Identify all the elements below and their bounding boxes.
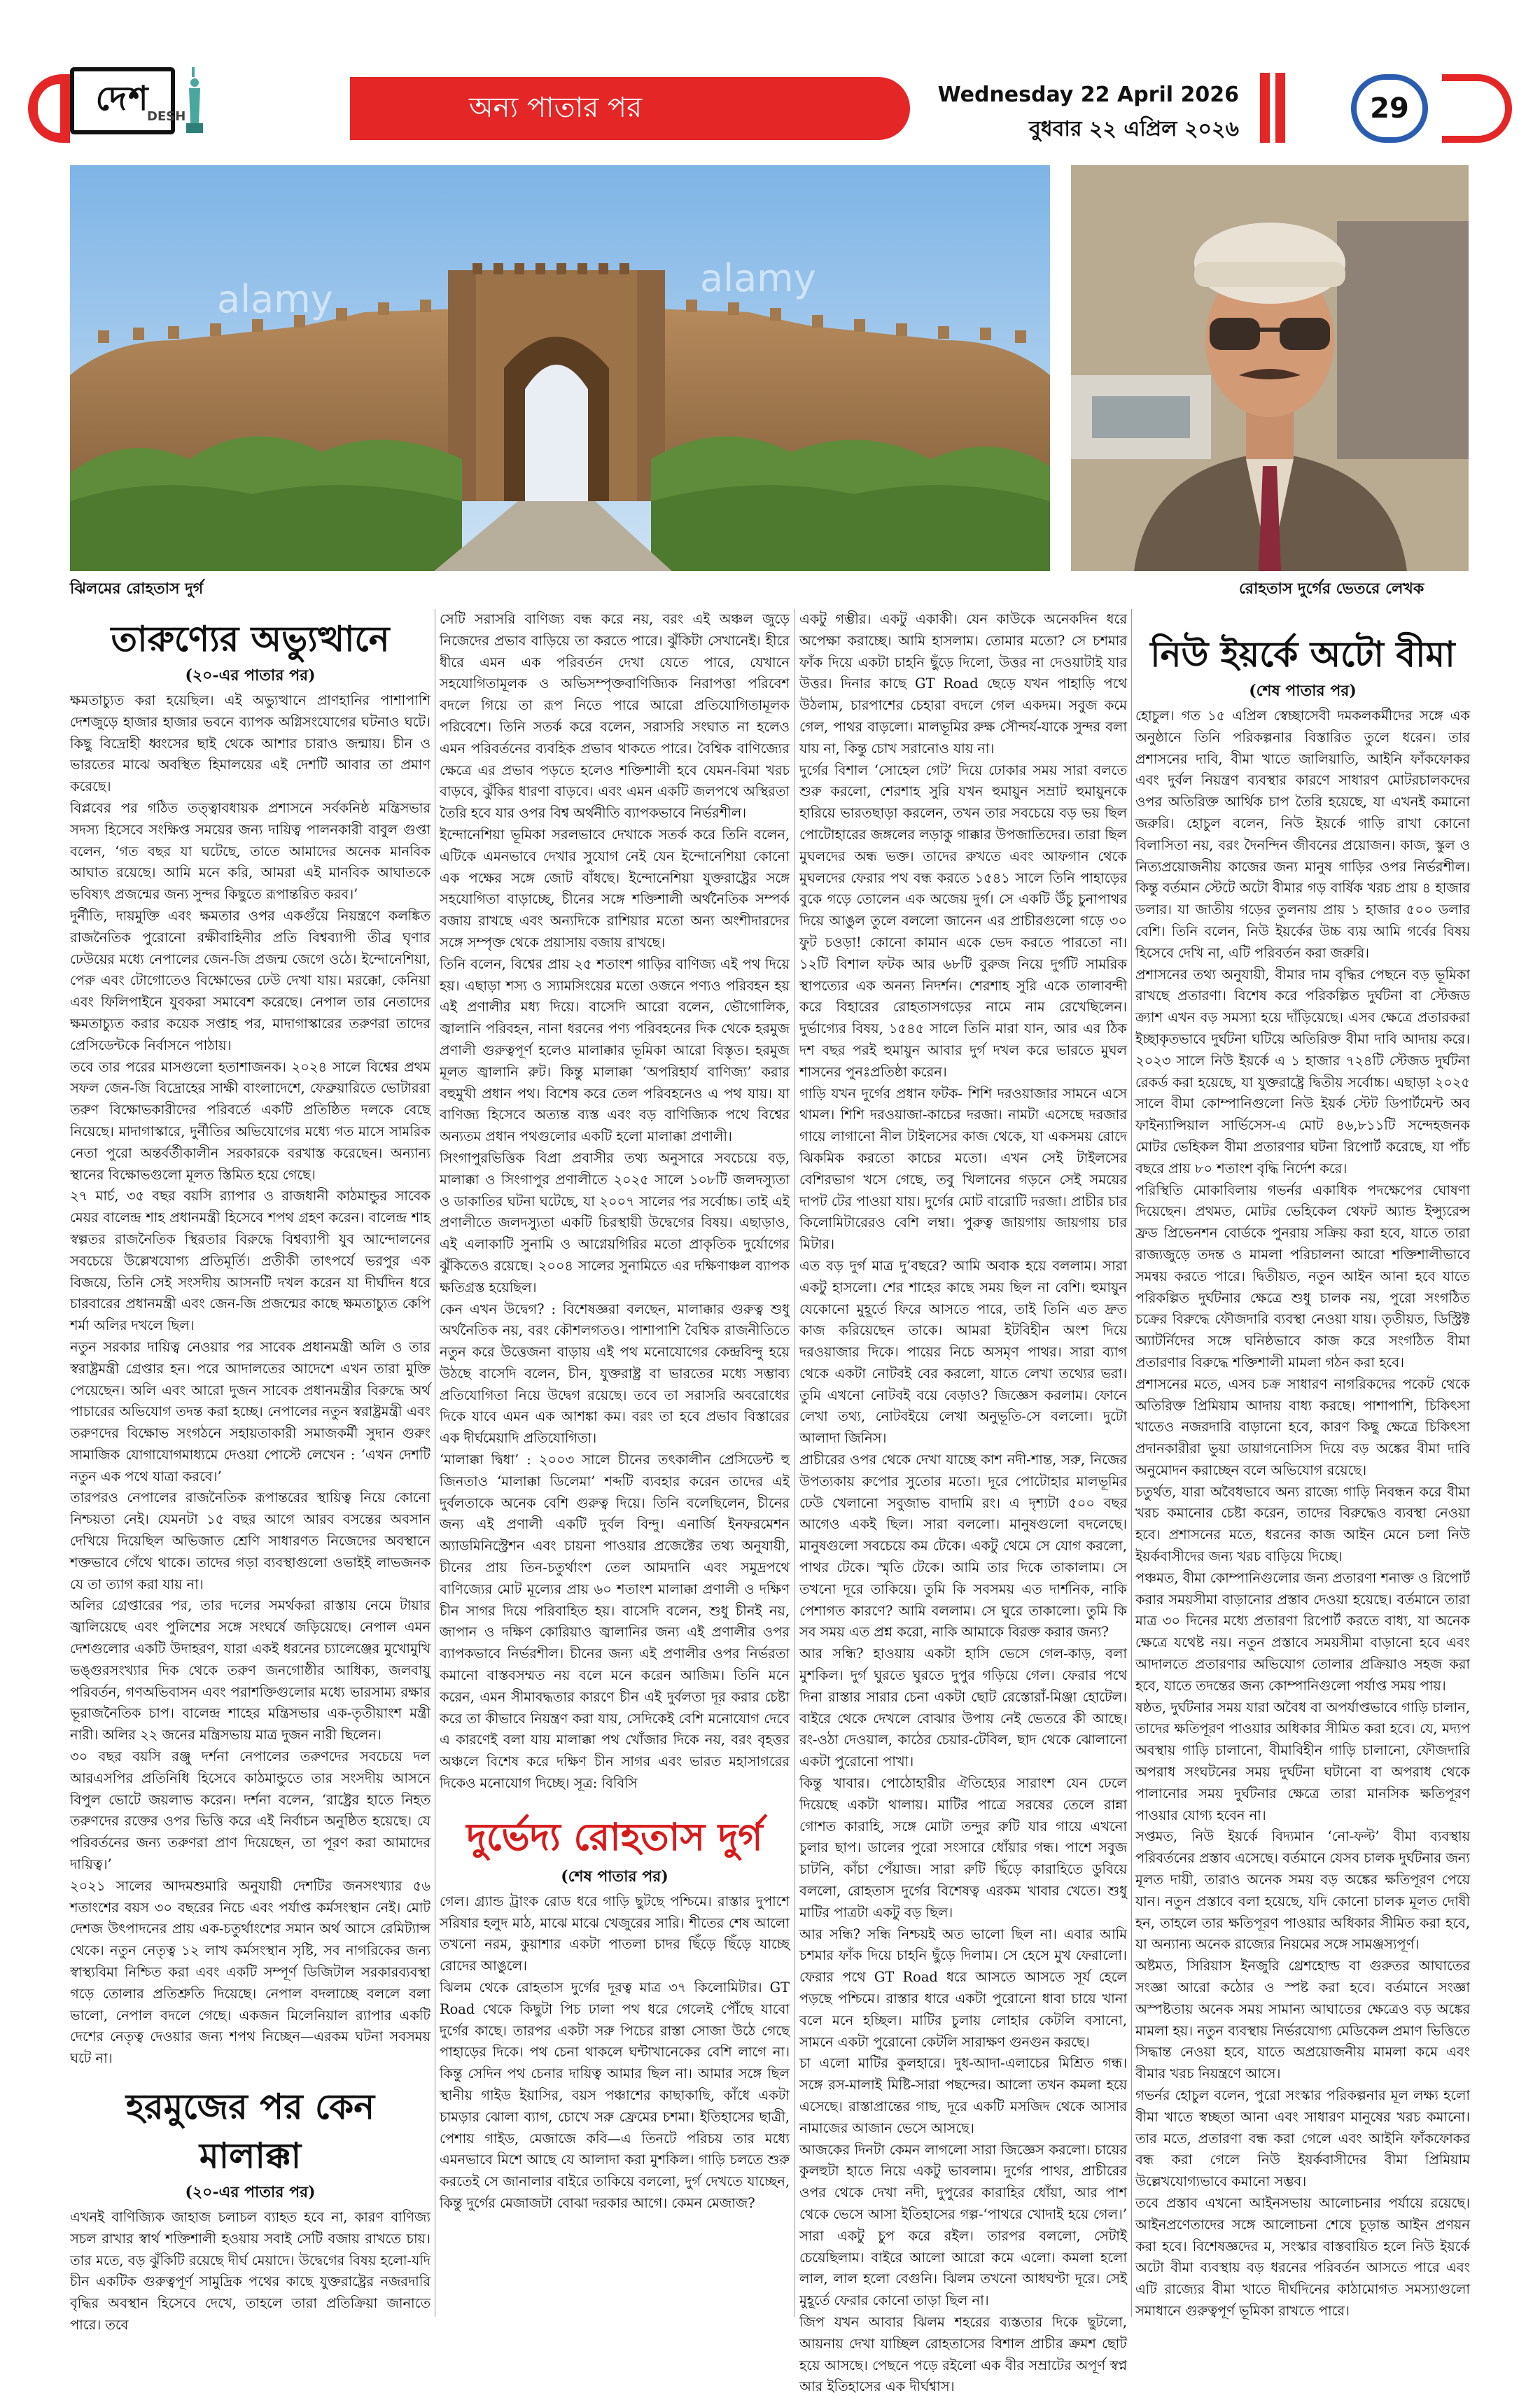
paragraph: ষষ্ঠত, দুর্ঘটনার সময় যারা অবৈধ বা অপর্যাপ্তভাবে গাড়ি চালান, তাদের ক্ষতিপূরণ পাওয়ার অধিকার সীমিত করা হবে। যে, মদ্যপ অবস্থায় গাড়ি চালানো, বীমাবিহীন গাড়ি চালানো, ফৌজদারি অপরাধ সংঘটনের সময় দুর্ঘটনা ঘটানো বা অপরাধ থেকে পালানোর সময় দুর্ঘটনার ক্ষেত্রে তারা মানসিক ক্ষতিপূরণ পাওয়ার যোগ্য হবেন না।: [1135, 1699, 1470, 1823]
fort-watermark-2: alamy: [700, 256, 816, 300]
paragraph: বিপ্লবের পর গঠিত তত্ত্বাবধায়ক প্রশাসনে সর্বকনিষ্ঠ মন্ত্রিসভার সদস্য হিসেবে সংক্ষিপ্ত সময়ের জন্য দায়িত্ব পালনকারী বাবুল গুপ্তা বলেন, ‘গত বছর যা ঘটেছে, তাতে আমাদের অনেক মানবিক আঘাত রয়েছে। আমি মনে করি, আমরা এই মানবিক আঘাতকে ভবিষ্যৎ প্রজন্মের জন্য সুন্দর কিছুতে রূপান্তরিত করব।’: [70, 799, 430, 903]
author-photo: [1071, 165, 1469, 571]
paragraph: গভর্নর হোচুল বলেন, পুরো সংস্কার পরিকল্পনার মূল লক্ষ্য হলো বীমা খাতে স্বচ্ছতা আনা এবং সাধারণ মানুষের খরচ কমানো। তার মতে, প্রতারণা বন্ধ করা গেলে এবং আইনি ফাঁকফোকর বন্ধ করা গেলে নিউ ইয়র্কবাসীদের বীমা প্রিমিয়াম উল্লেখযোগ্যভাবে কমানো সম্ভব।: [1135, 2087, 1470, 2190]
paragraph: আর সন্ধি? সন্ধি নিশ্চয়ই অত ভালো ছিল না। এবার আমি চশমার ফাঁক দিয়ে চাহনি ছুঁড়ে দিলাম। সে হেসে মুখ ফেরালো। ফেরার পথে GT Road ধরে আসতে আসতে সূর্য হেলে পড়ছে পশ্চিমে। রাস্তার ধারে একটা পুরোনো ধাবা চায়ে খানা বলে মনে হচ্ছিল। মাটির চুলায় লোহার কেটলি বসানো, সামনে একটা পুরোনো কেটলি সারাক্ষণ গুনগুন করছে।: [799, 1926, 1127, 2050]
article-headline-youth: তারুণ্যের অভ্যুত্থানে: [111, 618, 390, 659]
date-english: Wednesday 22 April 2026: [937, 83, 1239, 107]
paragraph: দুর্নীতি, দায়মুক্তি এবং ক্ষমতার ওপর একগুঁয়ে নিয়ন্ত্রণে কলঙ্কিত রাজনৈতিক পুরোনো রক্ষীবাহিনীর প্রতি বিশ্বব্যাপী তীব্র ঘৃণার ঢেউয়ের মধ্যে নেপালের জেন-জি প্রজন্ম জেগে ওঠে। ইন্দোনেশিয়া, পেরু এবং টোগোতেও বিক্ষোভের ঢেউ দেখা যায়। মরক্কো, কেনিয়া এবং ফিলিপাইনে যুবকরা সমাবেশ করেছে। নেপাল তার নেতাদের ক্ষমতাচ্যুত করার কয়েক সপ্তাহ পর, মাদাগাস্কারের তরুণরা তাদের প্রেসিডেন্টকে নির্বাসনে পাঠায়।: [70, 907, 430, 1053]
paragraph: অলির গ্রেপ্তারের পর, তার দলের সমর্থকরা রাস্তায় নেমে টায়ার জ্বালিয়েছে এবং পুলিশের সঙ্গে সংঘর্ষে জড়িয়েছে। নেপাল এমন দেশগুলোর একটি উদাহরণ, যারা একই ধরনের চ্যালেঞ্জের মুখোমুখি ভঙ্গুরসংখ্যার দিক থেকে তরুণ জনগোষ্ঠীর আধিক্য, জলবায়ু পরিবর্তন, গণঅভিবাসন এবং পরাশক্তিগুলোর মধ্যে ভারসাম্য রক্ষার ভূরাজনৈতিক চাপ। বালেন্দ্র শাহের মন্ত্রিসভার এক-তৃতীয়াংশ মন্ত্রী নারী। অলির ২২ জনের মন্ত্রিসভায় মাত্র দুজন নারী ছিলেন।: [70, 1597, 430, 1744]
masthead: [0, 0, 1540, 147]
left-decoration: [28, 74, 70, 143]
statue-of-liberty-icon: [182, 67, 207, 134]
paragraph: ক্ষমতাচ্যুত করা হয়েছিল। এই অভ্যুত্থানে প্রাণহানির পাশাপাশি দেশজুড়ে হাজার হাজার ভবনে ব্যাপক অগ্নিসংযোগের ঘটনাও ঘটে। কিছু বিদ্রোহী ধ্বংসের ছাই থেকে আশার চারাও জন্মায়। চীন ও ভারতের মাঝে অবস্থিত হিমালয়ের এই দেশটি আবার তা প্রমাণ করেছে।: [70, 692, 430, 795]
paragraph: একটু গম্ভীর। একটু একাকী। যেন কাউকে অনেকদিন ধরে অপেক্ষা করাচ্ছে। আমি হাসলাম। তোমার মতো? সে চশমার ফাঁক দিয়ে একটা চাহনি ছুঁড়ে দিলো, উত্তর না দেওয়াটাই যার উত্তর। দিনার কাছে GT Road ছেড়ে যখন পাহাড়ি পথে উঠলাম, চারপাশের চেহারা বদলে গেল একদম। সবুজ কমে গেল, পাথর বাড়লো। মালভূমির রুক্ষ সৌন্দর্য-যাকে সুন্দর বলা যায় না, কিন্তু চোখ সরানোও যায় না।: [799, 611, 1127, 757]
newspaper-logo: [70, 67, 210, 137]
paragraph: আর সন্ধি? হাওয়ায় একটা হাসি ভেসে গেল-কাড়, বলা মুশকিল। দুর্গ ঘুরতে ঘুরতে দুপুর গড়িয়ে গেল। ফেরার পথে দিনা রাস্তার সারার চেনা একটা ছোট রেস্তোরাঁ-মিঞ্জা হোটেল। বাইরে থেকে দেখলে বোঝার উপায় নেই ভেতরে কী আছে। রং-ওঠা দেওয়াল, কাঠের চেয়ার-টেবিল, ছাদ থেকে ঝোলানো একটা পুরোনো পাখা।: [799, 1646, 1127, 1770]
paragraph: সেটি সরাসরি বাণিজ্য বন্ধ করে নয়, বরং এই অঞ্চল জুড়ে নিজেদের প্রভাব বাড়িয়ে তা করতে পারে। ঝুঁকিটা সেখানেই। হীরে ধীরে এমন এক পরিবর্তন দেখা যেতে পারে, যেখানে সহযোগিতামূলক ও অভিসম্পৃক্তবাণিজ্যিক নিরাপত্তা পরিবেশ বদলে গিয়ে তা রূপ নিতে পারে আরো প্রতিযোগিতামূলক পরিবেশে। তিনি সতর্ক করে বলেন, সরাসরি সংঘাত না হলেও এমন পরিবর্তনের ব্যবহিক প্রভাব থাকতে পারে। বৈশ্বিক বাণিজ্যের ক্ষেত্রে এর প্রভাব পড়তে হলেও শক্তিশালী হবে যেমন-বিমা খরচ বাড়বে, ঝুঁকির ধারণা বাড়বে। এবং এমন একটি জলপথে অস্থিরতা তৈরি হবে যার ওপর বিশ্ব অর্থনীতি ব্যাপকভাবে নির্ভরশীল।: [440, 611, 790, 822]
article-headline-insurance: নিউ ইয়র্কে অটো বীমা: [1150, 633, 1455, 675]
author-portrait-illustration: [1071, 165, 1469, 571]
paragraph: তবে প্রস্তাব এখনো আইনসভায় আলোচনার পর্যায়ে রয়েছে। আইনপ্রণেতাদের সঙ্গে আলোচনা শেষে চূড়ান্ত আইন প্রণয়ন করা হবে। বিশেষজ্ঞদের ম, সংস্কার বাস্তবায়িত হলে নিউ ইয়র্কে অটো বীমা ব্যবস্থায় বড় ধরনের পরিবর্তন আসতে পারে এবং এটি রাজ্যের বীমা খাতে দীর্ঘদিনের কাঠামোগত সমস্যাগুলো সমাধানে গুরুত্বপূর্ণ ভূমিকা রাখতে পারে।: [1135, 2194, 1470, 2319]
paragraph: পরিস্থিতি মোকাবিলায় গভর্নর একাধিক পদক্ষেপের ঘোষণা দিয়েছেন। প্রথমত, মোটর ভেহিকেল থেফট অ্যান্ড ইন্স্যুরেন্স ফ্রড প্রিভেনশন বোর্ডকে পুনরায় সক্রিয় করা হবে, যাতে তারা রাজ্যজুড়ে তদন্ত ও মামলা পরিচালনা আরো শক্তিশালীভাবে সমন্বয় করতে পারে। দ্বিতীয়ত, নতুন আইন আনা হবে যাতে পরিকল্পিত দুর্ঘটনার ক্ষেত্রে শুধু চালক নয়, পুরো সংগঠিত চক্রের বিরুদ্ধে ফৌজদারি ব্যবস্থা নেওয়া যায়। তৃতীয়ত, ডিস্ট্রিক্ট অ্যাটর্নিদের সঙ্গে ঘনিষ্ঠভাবে কাজ করে সংগঠিত বীমা প্রতারণার বিরুদ্ধে শক্তিশালী মামলা গঠন করা হবে।: [1135, 1182, 1470, 1370]
paragraph: প্রশাসনের মতে, এসব চক্র সাধারণ নাগরিকদের পকেট থেকে অতিরিক্ত প্রিমিয়াম আদায় বাধ্য করছে। পাশাপাশি, চিকিৎসা খাতেও নজরদারি বাড়ানো হবে, কারণ কিছু ক্ষেত্রে চিকিৎসা প্রদানকারীরা ভুয়া ডায়াগনোসিস দিয়ে বড় অঙ্কের বীমা দাবি অনুমোদন করাচ্ছেন বলে অভিযোগ রয়েছে।: [1135, 1375, 1470, 1478]
fort-caption: ঝিলমের রোহতাস দুর্গ: [70, 580, 204, 598]
section-banner: [350, 77, 910, 140]
paragraph: ২০২১ সালের আদমশুমারি অনুযায়ী দেশটির জনসংখ্যার ৫৬ শতাংশের বয়স ৩০ বছরের নিচে এবং পর্যাপ্ত কর্মসংস্থান নেই। মোট দেশজ উৎপাদনের প্রায় এক-চতুর্থাংশের সমান অর্থ আসে রেমিট্যান্স থেকে। নতুন নেতৃত্ব ১২ লাখ কর্মসংস্থান সৃষ্টি, সব নাগরিকের জন্য স্বাস্থ্যবিমা নিশ্চিত করা এবং একটি সম্পূর্ণ ডিজিটাল সরকারব্যবস্থা গড়ে তোলার প্রতিশ্রুতি দিয়েছে। নেপাল বদলাচ্ছে বললে বলা ভালো, নেপাল বদলে গেছে। একজন মিলেনিয়াল র‍্যাপার একটি দেশের নেতৃত্ব দেওয়ার জন্য শপথ নিচ্ছেন—এরকম ঘটনা সবসময় ঘটে না।: [70, 1877, 430, 2067]
paragraph: দুর্গের বিশাল ‘সোহেল গেট’ দিয়ে ঢোকার সময় সারা বলতে শুরু করলো, শেরশাহ সুরি যখন হুমায়ুন সম্রাট হুমায়ুনকে হারিয়ে ভারতছাড়া করলেন, তখন তার সবচেয়ে বড় ভয় ছিল পোটোহারের জঙ্গলের লড়াকু গাক্কার উপজাতিদের। তারা ছিল মুঘলদের অন্ধ ভক্ত। তাদের রুখতে এবং আফগান থেকে মুঘলদের ফেরার পথ বন্ধ করতে ১৫৪১ সালে তিনি পাহাড়ের বুকে গড়ে তোলেন এক অজেয় দুর্গ। সে একটি উঁচু চুনাপাথর দিয়ে আঙুল তুলে বললো জানেন এর প্রাচীরগুলো গড়ে ৩০ ফুট চওড়া! কোনো কামান একে ভেদ করতে পারতো না। ১২টি বিশাল ফটক আর ৬৮টি বুরুজ নিয়ে দুর্গটি সামরিক স্থাপত্যের এক অনন্য নিদর্শন। শেরশাহ সুরি একে তালাবন্দী করে বিহারের রোহতাসগড়ের নামে নাম রেখেছিলেন। দুর্ভাগ্যের বিষয়, ১৫৪৫ সালে তিনি মারা যান, আর এর ঠিক দশ বছর পরই হুমায়ুন আবার দুর্গ দখল করে ভারতে মুঘল শাসনের পুনঃপ্রতিষ্ঠা করেন।: [799, 762, 1127, 1080]
author-caption: রোহতাস দুর্গের ভেতরে লেখক: [1239, 580, 1424, 598]
column-1: [70, 609, 430, 2336]
article-headline-malacca: হরমুজের পর কেন মালাক্কা: [125, 2086, 375, 2176]
paragraph: এত বড় দুর্গ মাত্র দু’বছরে? আমি অবাক হয়ে বললাম। সারা একটু হাসলো। শের শাহের কাছে সময় ছিল না বেশি। হুমায়ুন যেকোনো মুহূর্তে ফিরে আসতে পারে, তাই তিনি এত দ্রুত কাজ করিয়েছেন তাকে। আমরা ইটবিহীন অংশ দিয়ে দরওয়াজার দিকে। পায়ের নিচে অসমৃণ পাথর। সারা ব্যাগ থেকে একটা নোটবই বের করলো, যাতে লেখা তথ্যের ভরা। তুমি এখনো নোটবই বয়ে বেড়াও? জিজ্ঞেস করলাম। ফোনে লেখা তথ্য, নোটবইয়ে লেখা অনুভূতি-সে বললো। দুটো আলাদা জিনিস।: [799, 1257, 1127, 1447]
paragraph: এখনই বাণিজ্যিক জাহাজ চলাচল ব্যাহত হবে না, কারণ বাণিজ্য সচল রাখার স্বার্থ শক্তিশালী হওয়ায় সবাই সেটি বজায় রাখতে চায়। তার মতে, বড় ঝুঁকিটি রয়েছে দীর্ঘ মেয়াদে। উদ্বেগের বিষয় হলো-যদি চীন একটিক গুরুত্বপূর্ণ সামুদ্রিক পথের কাছে যুক্তরাষ্ট্রের নজরদারি বৃদ্ধির অবস্থান হিসেবে দেখে, তাহলে তারা প্রতিক্রিয়া জানাতে পারে। তবে: [70, 2209, 430, 2333]
paragraph: অষ্টমত, সিরিয়াস ইনজুরি থ্রেশহোল্ড বা গুরুতর আঘাতের সংজ্ঞা আরো কঠোর ও স্পষ্ট করা হবে। বর্তমানে সংজ্ঞা অস্পষ্টতায় অনেক সময় সামান্য আঘাতের ক্ষেত্রেও বড় অঙ্কের মামলা হয়। নতুন ব্যবস্থায় নির্ভরযোগ্য মেডিকেল প্রমাণ ভিত্তিতে সিদ্ধান্ত নেওয়া হবে, যাতে অপ্রয়োজনীয় মামলা কমে এবং বীমার খরচ নিয়ন্ত্রণে আসে।: [1135, 1958, 1470, 2082]
fort-photo: [70, 165, 1050, 571]
logo-subtext: DESH: [147, 109, 186, 124]
article-headline-rohtas: দুর্ভেদ্য রোহতাস দুর্গ: [466, 1814, 763, 1859]
paragraph: কেন এখন উদ্বেগ? : বিশেষজ্ঞরা বলছেন, মালাক্কার গুরুত্ব শুধু অর্থনৈতিক নয়, বরং কৌশলগতও। পাশাপাশি বৈশ্বিক রাজনীতিতে নতুন করে উত্তেজনা বাড়ায় এই পথ মনোযোগের কেন্দ্রবিন্দু হয়ে উঠছে বাসেদি বলেন, চীন, যুক্তরাষ্ট্র বা ভারতের মধ্যে সম্ভাব্য প্রতিযোগিতা নিয়ে উদ্বেগ রয়েছে। তবে তা সরাসরি অবরোধের দিকে যাবে এমন এক আশঙ্কা কম। বরং তা হবে প্রভাব বিস্তারের এক দীর্ঘমেয়াদি প্রতিযোগিতা।: [440, 1300, 790, 1447]
column-divider: [1131, 609, 1132, 2317]
page-flag-icon: [1260, 73, 1302, 143]
paragraph: তবে তার পরের মাসগুলো হতাশাজনক। ২০২৪ সালে বিশ্বের প্রথম সফল জেন-জি বিদ্রোহের সাক্ষী বাংলাদেশে, ফেব্রুয়ারিতে ভোটাররা তরুণ বিক্ষোভকারীদের পরিবর্তে একটি প্রতিষ্ঠিত দলকে বেছে নিয়েছে। মাদাগাস্কারে, দুর্নীতির অভিযোগের মধ্যে গত মাসে সামরিক নেতা পুরো অন্তর্বর্তীকালীন সরকারকে বরখাস্ত করেছেন। অন্যান্য স্থানের বিক্ষোভগুলো মূলত স্তিমিত হয়ে গেছে।: [70, 1058, 430, 1183]
article-continued-insurance: (শেষ পাতার পর): [1249, 682, 1357, 700]
column-divider: [794, 609, 795, 2317]
paragraph: পঞ্চমত, বীমা কোম্পানিগুলোর জন্য প্রতারণা শনাক্ত ও রিপোর্ট করার সময়সীমা বাড়ানোর প্রস্তাব দেওয়া হয়েছে। বর্তমানে তারা মাত্র ৩০ দিনের মধ্যে প্রতারণা রিপোর্ট করতে বাধ্য, যা অনেক ক্ষেত্রে যথেষ্ট নয়। নতুন প্রস্তাবে সময়সীমা বাড়ানো হবে এবং আদালতে প্রতারণার অভিযোগ তোলার প্রক্রিয়াও সহজ করা হবে, যাতে তদন্তের জন্য কোম্পানিগুলো পর্যাপ্ত সময় পায়।: [1135, 1569, 1470, 1694]
article-continued-malacca: (২০-এর পাতার পর): [185, 2183, 316, 2201]
right-decoration: [1442, 74, 1512, 143]
paragraph: ঝিলম থেকে রোহতাস দুর্গের দূরত্ব মাত্র ৩৭ কিলোমিটার। GT Road থেকে কিছুটা পিচ ঢালা পথ ধরে গেলেই পৌঁছে যাবো দুর্গের কাছে। তারপর একটা সরু পিচের রাস্তা সোজা উঠে গেছে পাহাড়ের দিকে। পথ চেনা থাকলে ঘন্টাখানেকের বেশি লাগে না। কিন্তু সেদিন পথ চেনার দায়িত্ব আমার ছিল না। আমার সঙ্গে ছিল স্থানীয় গাইড ইয়াসির, বয়স পঞ্চাশের কাছাকাছি, কাঁধে একটা চামড়ার ঝোলা ব্যাগ, চোখে সরু ফ্রেমের চশমা। ইতিহাসের ছাত্রী, পেশায় গাইড, মেজাজে কবি—এ তিনটে পরিচয় তার মধ্যে এমনভাবে মিশে আছে যে আলাদা করা মুশকিল। গাড়ি চলতে শুরু করতেই সে জানালার বাইরে তাকিয়ে বললো, দুর্গ দেখতে যাচ্ছেন, কিন্তু দুর্গের মেজাজটা বোঝা দরকার আগে। কেমন মেজাজ?: [440, 1979, 790, 2211]
paragraph: তিনি বলেন, বিশ্বের প্রায় ২৫ শতাংশ গাড়ির বাণিজ্য এই পথ দিয়ে হয়। এছাড়া শস্য ও স্যামসিংয়ের মতো ওজনে পণ্যও পরিবহন হয় এই প্রণালীর মধ্য দিয়ে। বাসেদি আরো বলেন, ভৌগোলিক, জ্বালানি পরিবহন, নানা ধরনের পণ্য পরিবহনের দিক থেকে হরমুজ প্রণালী গুরুত্বপূর্ণ হলেও মালাক্কার ভূমিকা আরো বিস্তৃত। হরমুজ মূলত জ্বালানি রুট। কিন্তু মালাক্কা ‘অপরিহার্য বাণিজ্য’ করার বহুমুখী প্রধান পথ। বিশেষ করে তেল পরিবহনেও এ পথ যায়। যা বাণিজ্য হিসেবে অত্যন্ত ব্যস্ত এবং বড় বাণিজ্যিক পথে বিশ্বের অন্যতম প্রধান পথগুলোর একটি হলো মালাক্কা প্রণালী।: [440, 955, 790, 1145]
paragraph: চতুর্থত, যারা অবৈধভাবে অন্য রাজ্যে গাড়ি নিবন্ধন করে বীমা খরচ কমানোর চেষ্টা করেন, তাদের বিরুদ্ধেও ব্যবস্থা নেওয়া হবে। প্রশাসনের মতে, ধরনের কাজ আইন মেনে চলা নিউ ইয়র্কবাসীদের জন্য খরচ বাড়িয়ে দিচ্ছে।: [1135, 1483, 1470, 1565]
logo-wordmark: দেশ: [70, 67, 175, 134]
paragraph: কিন্তু খাবার। পোঠোহারীর ঐতিহ্যের সারাংশ যেন ঢেলে দিয়েছে একটা থালায়। মাটির পাত্রে সরষের তেলে রান্না গোশত কারাহি, সঙ্গে মোটা তন্দুর রুটি যার গায়ে এখনো চুলার ছাপ। ডালের পুরো সংসারে ধোঁয়ার গন্ধ। পাশে সবুজ চাটনি, কাঁচা পেঁয়াজ। সারা রুটি ছিঁড়ে কারাহিতে ডুবিয়ে বললো, রোহতাস দুর্গের বিশেষত্ব এরকম খাবার খেতে। শুধু মাটির পাত্রটা একটু বড় ছিল।: [799, 1775, 1127, 1921]
paragraph: ইন্দোনেশিয়া ভূমিকা সরলভাবে দেখাকে সতর্ক করে তিনি বলেন, এটিকে এমনভাবে দেখার সুযোগ নেই যেন ইন্দোনেশিয়া কোনো এক পক্ষের সঙ্গে জোট বাঁধছে। ইন্দোনেশিয়া যুক্তরাষ্ট্রের সঙ্গে সহযোগিতা বাড়াচ্ছে, চীনের সঙ্গে শক্তিশালী অর্থনৈতিক সম্পর্ক বজায় রাখছে এবং অন্যদিকে রাশিয়ার মতো অন্য অংশীদারদের সঙ্গে সম্পৃক্ত থেকে প্রয়াসায় বজায় রাখছে।: [440, 826, 790, 951]
paragraph: ‘মালাক্কা দ্বিধা’ : ২০০৩ সালে চীনের তৎকালীন প্রেসিডেন্ট হু জিনতাও ‘মালাক্কা ডিলেমা’ শব্দটি ব্যবহার করেন তাদের এই দুর্বলতাকে অনেক বেশি গুরুত্ব দিয়ে। তিনি বলেছিলেন, চীনের জন্য এই প্রণালী একটি দুর্বল বিন্দু। এনার্জি ইনফরমেশন অ্যাডমিনিস্ট্রেশন এবং চায়না পাওয়ার প্রজেক্টের তথ্য অনুযায়ী, চীনের প্রায় তিন-চতুর্থাংশ তেল আমদানি এবং সমুদ্রপথে বাণিজ্যের মোট মূল্যের প্রায় ৬০ শতাংশ মালাক্কা প্রণালী ও দক্ষিণ চীন সাগর দিয়ে পরিবাহিত হয়। বাসেদি বলেন, শুধু চীনই নয়, জাপান ও দক্ষিণ কোরিয়াও জ্বালানির জন্য এই প্রণালীর ওপর ব্যাপকভাবে নির্ভরশীল। চীনের জন্য এই প্রণালীর ওপর নির্ভরতা কমানো বাস্তবসম্মত নয় বলে মনে করেন আজিম। তিনি মনে করেন, এমন সীমাবদ্ধতার কারণে চীন এই দুর্বলতা দূর করার চেষ্টা করে তা কীভাবে নিয়ন্ত্রণ করা যায়, সেদিকেই বেশি মনোযোগ দেবে এ কারণেই বলা যায় মালাক্কা পথ খোঁজার দিকে নয়, বরং বৃহত্তর অঞ্চলে বিশেষ করে দক্ষিণ চীন সাগর এবং ভারত মহাসাগরের দিকেও মনোযোগ দিচ্ছে। সূত্র: বিবিসি: [440, 1452, 790, 1792]
paragraph: আজকের দিনটা কেমন লাগলো সারা জিজ্ঞেস করলো। চায়ের কুলহুটা হাতে নিয়ে একটু ভাবলাম। দুর্গের পাথর, প্রাচীরের ওপর থেকে দেখা নদী, দুপুরের কারাহির ধোঁয়া, আর পাশ থেকে ভেসে আসা ইতিহাসের গল্প-‘পাথরে খোদাই হয়ে গেল।’ সারা একটু চুপ করে রইল। তারপর বললো, সেটাই চেয়েছিলাম। বাইরে আলো আরো কমে এলো। কমলা হলো লাল, লাল হলো বেগুনি। ঝিলম তখনো আধঘণ্টা দূরে। সেই মুহূর্তে ফেরার কোনো তাড়া ছিল না।: [799, 2141, 1127, 2309]
paragraph: তারপরও নেপালের রাজনৈতিক রূপান্তরের স্থায়িত্ব নিয়ে কোনো নিশ্চয়তা নেই। যেমনটা ১৫ বছর আগে আরব বসন্তের অবসান দেখিয়ে দিয়েছিল অভিজাত শ্রেণি সাধারণত নিজেদের অবস্থানে শক্তভাবে গেঁথে থাকে। তাদের গড়া ব্যবস্থাগুলো ওভাইই লাভজনক যে তা ত্যাগ করা যায় না।: [70, 1489, 430, 1592]
paragraph: ৩০ বছর বয়সি রঞ্জু দর্শনা নেপালের তরুণদের সবচেয়ে দল আরএসপির প্রতিনিধি হিসেবে কাঠমান্ডুতে তার সংসদীয় আসনে বিপুল ভোটে জয়লাভ করেন। দর্শনা বলেন, ‘রাষ্ট্রের হাতে নিহত তরুণদের রক্তের ওপর ভিত্তি করে এই নির্বাচন অনুষ্ঠিত হয়েছে। যে পরিবর্তনের জন্য তরুণরা প্রাণ দিয়েছেন, তা পূরণ করা আমাদের দায়িত্ব।’: [70, 1748, 430, 1873]
paragraph: প্রাচীরের ওপর থেকে দেখা যাচ্ছে কাশ নদী-শান্ত, সরু, নিজের উপত্যকায় রুপোর সুতোর মতো। দূরে পোটোহার মালভূমির ঢেউ খেলানো সবুজাভ বাদামি রং। এ দৃশ্যটা ৫০০ বছর আগেও একই ছিল। সারা বললো। মানুষগুলো বদলেছে। মানুষগুলো সবচেয়ে কম টেকে। একটু থেমে সে যোগ করলো, পাথর টেকে। স্মৃতি টেকে। আমি তার দিকে তাকালাম। সে তখনো দূরে তাকিয়ে। তুমি কি সবসময় এত দার্শনিক, নাকি পেশাগত কারণে? আমি বললাম। সে ঘুরে তাকালো। তুমি কি সব সময় এত প্রশ্ন করো, নাকি আমাকে বিরক্ত করার জন্য?: [799, 1452, 1127, 1641]
page-number: 29: [1351, 74, 1428, 143]
article-continued-rohtas: (শেষ পাতার পর): [561, 1867, 668, 1886]
column-2: [440, 609, 790, 2215]
paragraph: সপ্তমত, নিউ ইয়র্কে বিদ্যমান ‘নো-ফল্ট’ বীমা ব্যবস্থায় পরিবর্তনের প্রস্তাব এসেছে। বর্তমানে যেসব চালক দুর্ঘটনার জন্য মূলত দায়ী, তারাও অনেক সময় বড় অঙ্কের ক্ষতিপূরণ পেয়ে যান। নতুন প্রস্তাবে বলা হয়েছে, যদি কোনো চালক মূলত দোষী হন, তাহলে তার ক্ষতিপূরণ পাওয়ার অধিকার সীমিত করা হবে, যা অন্যান্য অনেক রাজ্যের নিয়মের সঙ্গে সামঞ্জস্যপূর্ণ।: [1135, 1828, 1470, 1953]
date-bengali: বুধবার ২২ এপ্রিল ২০২৬: [1029, 117, 1239, 141]
paragraph: চা এলো মাটির কুলহারে। দুধ-আদা-এলাচের মিশ্রিত গন্ধ। সঙ্গে রস-মালাই মিষ্টি-সারা পছন্দের। আলো তখন কমলা হয়ে এসেছে। রাস্তাপ্রান্তের গাছ, দূরে একটি মসজিদ থেকে আসার নামাজের আজান ভেসে আসছে।: [799, 2055, 1127, 2136]
column-3: [799, 609, 1127, 2398]
paragraph: গাড়ি যখন দুর্গের প্রধান ফটক- শিশি দরওয়াজার সামনে এসে থামল। শিশি দরওয়াজা-কাচের দরজা। নামটা এসেছে দরজার গায়ে লাগানো নীল টাইলসের কাজ থেকে, যা একসময় রোদে ঝিকমিক করতো কাচের মতো। এখন সেই টাইলসের বেশিরভাগ খসে গেছে, তবু খিলানের গড়নে সেই সময়ের দাপট টের পাওয়া যায়। দুর্গের মোট বারোটি দরজা। প্রাচীর চার কিলোমিটারেরও বেশি লম্বা। পুরুত্ব জায়গায় জায়গায় চার মিটার।: [799, 1085, 1127, 1253]
section-title: অন্য পাতার পর: [469, 91, 643, 124]
paragraph: প্রশাসনের তথ্য অনুযায়ী, বীমার দাম বৃদ্ধির পেছনে বড় ভূমিকা রাখছে প্রতারণা। বিশেষ করে পরিকল্পিত দুর্ঘটনা বা স্টেজড ক্র্যাশ এখন বড় সমস্যা হয়ে দাঁড়িয়েছে। এসব ক্ষেত্রে প্রতারকরা ইচ্ছাকৃতভাবে দুর্ঘটনা ঘটিয়ে অতিরিক্ত বীমা দাবি আদায় করে। ২০২৩ সালে নিউ ইয়র্কে এ ১ হাজার ৭২৪টি স্টেজড দুর্ঘটনা রেকর্ড করা হয়েছে, যা যুক্তরাষ্ট্রে দ্বিতীয় সর্বোচ্চ। এছাড়া ২০২৫ সালে বীমা কোম্পানিগুলো নিউ ইয়র্ক স্টেট ডিপার্টমেন্ট অব ফাইন্যান্সিয়াল সার্ভিসেস-এ মোট ৪৬,৮১১টি সন্দেহজনক মোটর ভেহিকল বীমা প্রতারণার ঘটনা রিপোর্ট করেছে, যা পাঁচ বছরে প্রায় ৮০ শতাংশ বৃদ্ধি নির্দেশ করে।: [1135, 966, 1470, 1177]
column-4: [1135, 609, 1470, 2322]
paragraph: সিংগাপুরভিত্তিক বিপ্রা প্রবাসীর তথ্য অনুসারে সবচেয়ে বড়, মালাক্কা ও সিংগাপুর প্রণালীতে ২০২৫ সালে ১০৮টি জলদস্যুতা ও ডাকাতির ঘটনা ঘটেছে, যা ২০০৭ সালের পর সর্বোচ্চ। তাই এই প্রণালীতে জলদস্যুতা একটি চিরস্থায়ী উদ্বেগের বিষয়। এছাড়াও, এই এলাকাটি সুনামি ও আগ্নেয়গিরির মতো প্রাকৃতিক দুর্যোগের ঝুঁকিতেও রয়েছে। ২০০৪ সালের সুনামিতে এর দক্ষিণাঞ্চল ব্যাপক ক্ষতিগ্রস্ত হয়েছিল।: [440, 1149, 790, 1296]
fort-watermark: alamy: [217, 277, 333, 321]
paragraph: ২৭ মার্চ, ৩৫ বছর বয়সি র‍্যাপার ও রাজধানী কাঠমান্ডুর সাবেক মেয়র বালেন্দ্র শাহ প্রধানমন্ত্রী হিসেবে শপথ গ্রহণ করেন। বালেন্দ্র শাহ স্বল্পতর রাজনৈতিক স্থিরতার বিরুদ্ধে বিশ্বব্যাপী যুব আন্দোলনের সবচেয়ে উল্লেখযোগ্য প্রতিমূর্তি। প্রতীকী তাৎপর্যে ভরপুর এক বিজয়ে, তিনি সেই সংসদীয় আসনটি দখল করেন যা দীর্ঘদিন ধরে চারবারের প্রধানমন্ত্রী এবং জেন-জি প্রজন্মের কাছে ক্ষমতাচ্যুত কেপি শর্মা অলির দখলে ছিল।: [70, 1188, 430, 1334]
paragraph: গেল। গ্র্যান্ড ট্রাংক রোড ধরে গাড়ি ছুটছে পশ্চিমে। রাস্তার দুপাশে সরিষার হলুদ মাঠ, মাঝে মাঝে খেজুরের সারি। শীতের শেষ আলো তখনো নরম, কুয়াশার একটা পাতলা চাদর ছিঁড়ে ছিঁড়ে যাচ্ছে রোদের আঙুলে।: [440, 1893, 790, 1975]
paragraph: হোচুল। গত ১৫ এপ্রিল স্বেচ্ছাসেবী দমকলকর্মীদের সঙ্গে এক অনুষ্ঠানে তিনি পরিকল্পনার বিস্তারিত তুলে ধরেন। তার প্রশাসনের দাবি, বীমা খাতে জালিয়াতি, আইনি ফাঁকফোকর এবং দুর্বল নিয়ন্ত্রণ ব্যবস্থার কারণে সাধারণ মোটরচালকদের ওপর অতিরিক্ত আর্থিক চাপ তৈরি হয়েছে, যা এখনই কমানো জরুরি। হোচুল বলেন, নিউ ইয়র্কে গাড়ি রাখা কোনো বিলাসিতা নয়, বরং দৈনন্দিন জীবনের প্রয়োজন। কাজ, স্কুল ও নিত্যপ্রয়োজনীয় কাজের জন্য মানুষ গাড়ির ওপর নির্ভরশীল। কিন্তু বর্তমান স্টেটে অটো বীমার গড় বার্ষিক খরচ প্রায় ৪ হাজার ডলার। যা জাতীয় গড়ের তুলনায় প্রায় ১ হাজার ৫০০ ডলার বেশি। তিনি বলেন, নিউ ইয়র্কের উচ্চ ব্যয় আমি গর্বের বিষয় হিসেবে দেখি না, এটি পরিবর্তন করা জরুরি।: [1135, 708, 1470, 961]
rohtas-fort-illustration: [70, 165, 1050, 571]
article-continued-youth: (২০-এর পাতার পর): [185, 666, 316, 685]
paragraph: জিপ যখন আবার ঝিলম শহরের ব্যস্ততার দিকে ছুটলো, আয়নায় দেখা যাচ্ছিল রোহতাসের বিশাল প্রাচীর ক্রমশ ছোট হয়ে আসছে। পেছনে পড়ে রইলো এক বীর সম্রাটের অপূর্ণ স্বপ্ন আর ইতিহাসের এক দীর্ঘশ্বাস।: [799, 2313, 1127, 2395]
paragraph: নতুন সরকার দায়িত্ব নেওয়ার পর সাবেক প্রধানমন্ত্রী অলি ও তার স্বরাষ্ট্রমন্ত্রী গ্রেপ্তার হন। পরে আদালতের আদেশে এখন তারা মুক্তি পেয়েছেন। অলি এবং আরো দুজন সাবেক প্রধানমন্ত্রীর বিরুদ্ধে অর্থ পাচারের অভিযোগ তদন্ত করা হচ্ছে। নেপালের নতুন স্বরাষ্ট্রমন্ত্রী এবং তরুণদের বিক্ষোভ সংগঠনে সহায়তাকারী সমাজকর্মী সুদান গুরুং সামাজিক যোগাযোগমাধ্যমে দেওয়া পোস্টে লেখেন : ‘এখন দেশটি নতুন এক পথে যাত্রা করবে।’: [70, 1338, 430, 1485]
